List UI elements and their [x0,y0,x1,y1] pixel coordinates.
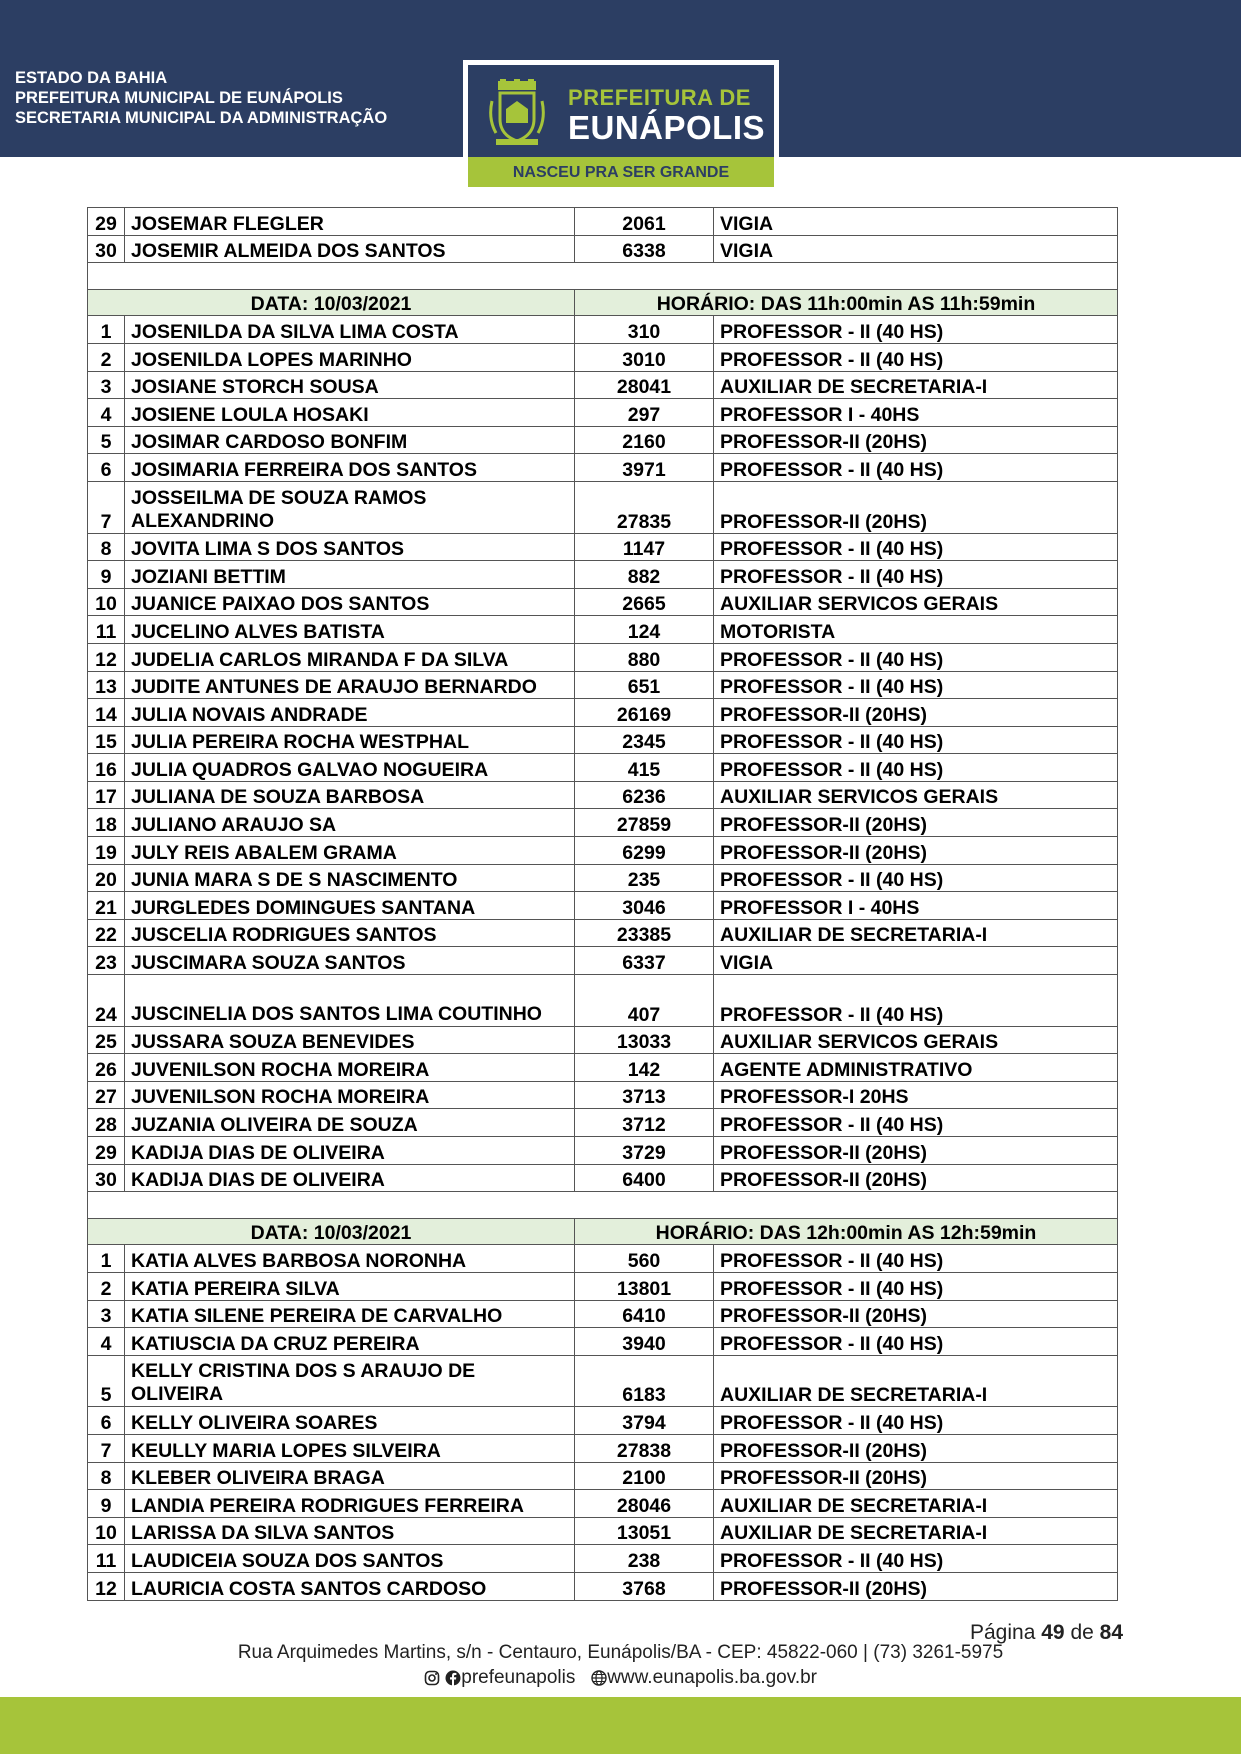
session-time: HORÁRIO: DAS 12h:00min AS 12h:59min [575,1218,1118,1245]
registration-number: 882 [575,561,714,589]
org-line-secretariat: SECRETARIA MUNICIPAL DA ADMINISTRAÇÃO [15,109,388,127]
spacer-cell [88,1192,1118,1219]
page-current: 49 [1041,1621,1065,1644]
job-title: PROFESSOR - II (40 HS) [714,1407,1118,1435]
job-title: PROFESSOR-II (20HS) [714,481,1118,533]
registration-number: 13801 [575,1272,714,1300]
session-date: DATA: 10/03/2021 [88,289,575,316]
row-number: 9 [88,561,125,589]
registration-number: 6337 [575,947,714,975]
employee-name: JUVENILSON ROCHA MOREIRA [125,1054,575,1082]
employee-name: JUVENILSON ROCHA MOREIRA [125,1081,575,1109]
row-number: 3 [88,371,125,399]
row-number: 16 [88,754,125,782]
table-row [88,588,1118,616]
job-title: PROFESSOR-II (20HS) [714,1572,1118,1600]
row-number: 28 [88,1109,125,1137]
row-number: 24 [88,975,125,1027]
job-title: AUXILIAR SERVICOS GERAIS [714,588,1118,616]
logo-slogan-band [468,157,774,187]
row-number: 9 [88,1490,125,1518]
job-title: PROFESSOR-II (20HS) [714,1164,1118,1192]
table-row [88,208,1118,236]
job-title: PROFESSOR - II (40 HS) [714,754,1118,782]
employee-name: JUANICE PAIXAO DOS SANTOS [125,588,575,616]
employee-name: JULIANO ARAUJO SA [125,809,575,837]
employee-table [87,207,1118,1601]
table-row [88,1300,1118,1328]
table-row [88,1572,1118,1600]
employee-name: JUCELINO ALVES BATISTA [125,616,575,644]
employee-name: KELLY OLIVEIRA SOARES [125,1407,575,1435]
session-date: DATA: 10/03/2021 [88,1218,575,1245]
registration-number: 3729 [575,1137,714,1165]
row-number: 4 [88,1328,125,1356]
row-number: 12 [88,643,125,671]
job-title: PROFESSOR - II (40 HS) [714,1109,1118,1137]
job-title: AUXILIAR DE SECRETARIA-I [714,1490,1118,1518]
job-title: MOTORISTA [714,616,1118,644]
registration-number: 6236 [575,781,714,809]
registration-number: 13051 [575,1517,714,1545]
job-title: VIGIA [714,208,1118,236]
row-number: 2 [88,1272,125,1300]
employee-name: JOSIMARIA FERREIRA DOS SANTOS [125,454,575,482]
table-row [88,399,1118,427]
employee-name: JOSIANE STORCH SOUSA [125,371,575,399]
table-row [88,1462,1118,1490]
registration-number: 13033 [575,1026,714,1054]
table-row [88,316,1118,344]
row-number: 5 [88,1355,125,1407]
row-number: 11 [88,616,125,644]
registration-number: 2665 [575,588,714,616]
page-label: Página [970,1621,1036,1644]
row-number: 20 [88,864,125,892]
table-row [88,1355,1118,1407]
page-of: de [1070,1621,1094,1644]
employee-name: JUSSARA SOUZA BENEVIDES [125,1026,575,1054]
table-row [88,754,1118,782]
registration-number: 297 [575,399,714,427]
employee-name: JOSIENE LOULA HOSAKI [125,399,575,427]
registration-number: 3768 [575,1572,714,1600]
row-number: 10 [88,1517,125,1545]
employee-name: JULIA NOVAIS ANDRADE [125,699,575,727]
logo-slogan: NASCEU PRA SER GRANDE [512,164,730,181]
registration-number: 238 [575,1545,714,1573]
employee-name: JOSENILDA LOPES MARINHO [125,343,575,371]
job-title: AUXILIAR DE SECRETARIA-I [714,1517,1118,1545]
registration-number: 2345 [575,726,714,754]
job-title: VIGIA [714,947,1118,975]
job-title: VIGIA [714,235,1118,263]
page-total: 84 [1099,1621,1123,1644]
table-row [88,1545,1118,1573]
row-number: 26 [88,1054,125,1082]
footer-green-bar [0,1697,1241,1754]
row-number: 22 [88,919,125,947]
session-header-row [88,1218,1118,1245]
job-title: PROFESSOR - II (40 HS) [714,343,1118,371]
job-title: PROFESSOR-II (20HS) [714,699,1118,727]
employee-name: JOSEMIR ALMEIDA DOS SANTOS [125,235,575,263]
registration-number: 6400 [575,1164,714,1192]
table-row [88,1434,1118,1462]
spacer-row [88,263,1118,290]
registration-number: 6183 [575,1355,714,1407]
employee-name: LAURICIA COSTA SANTOS CARDOSO [125,1572,575,1600]
job-title: PROFESSOR - II (40 HS) [714,1272,1118,1300]
table-row [88,892,1118,920]
employee-name: JUSCINELIA DOS SANTOS LIMA COUTINHO [125,975,575,1027]
row-number: 13 [88,671,125,699]
registration-number: 3713 [575,1081,714,1109]
job-title: PROFESSOR - II (40 HS) [714,643,1118,671]
registration-number: 3712 [575,1109,714,1137]
row-number: 11 [88,1545,125,1573]
table-row [88,1026,1118,1054]
registration-number: 3794 [575,1407,714,1435]
instagram-icon [424,1670,440,1686]
registration-number: 415 [575,754,714,782]
table-row [88,561,1118,589]
employee-name: KADIJA DIAS DE OLIVEIRA [125,1164,575,1192]
table-row [88,947,1118,975]
table-row [88,533,1118,561]
table-row [88,864,1118,892]
registration-number: 27835 [575,481,714,533]
job-title: AUXILIAR DE SECRETARIA-I [714,919,1118,947]
registration-number: 27838 [575,1434,714,1462]
employee-name: JUSCELIA RODRIGUES SANTOS [125,919,575,947]
row-number: 30 [88,235,125,263]
row-number: 6 [88,454,125,482]
employee-name: KLEBER OLIVEIRA BRAGA [125,1462,575,1490]
table-row [88,343,1118,371]
employee-name: KATIA SILENE PEREIRA DE CARVALHO [125,1300,575,1328]
registration-number: 2100 [575,1462,714,1490]
prefeitura-logo [463,60,779,192]
row-number: 29 [88,208,125,236]
session-time: HORÁRIO: DAS 11h:00min AS 11h:59min [575,289,1118,316]
row-number: 7 [88,481,125,533]
table-row [88,1137,1118,1165]
job-title: PROFESSOR-II (20HS) [714,426,1118,454]
employee-name: KEULLY MARIA LOPES SILVEIRA [125,1434,575,1462]
job-title: PROFESSOR - II (40 HS) [714,316,1118,344]
logo-brand-panel [468,65,774,157]
job-title: PROFESSOR-II (20HS) [714,837,1118,865]
table-row [88,1490,1118,1518]
job-title: PROFESSOR-II (20HS) [714,1300,1118,1328]
job-title: PROFESSOR I - 40HS [714,399,1118,427]
job-title: PROFESSOR-I 20HS [714,1081,1118,1109]
registration-number: 3971 [575,454,714,482]
row-number: 1 [88,1245,125,1273]
registration-number: 142 [575,1054,714,1082]
website-link[interactable]: www.eunapolis.ba.gov.br [607,1667,818,1688]
row-number: 18 [88,809,125,837]
table-row [88,1517,1118,1545]
employee-name: KATIA ALVES BARBOSA NORONHA [125,1245,575,1273]
job-title: PROFESSOR-II (20HS) [714,1137,1118,1165]
table-row [88,809,1118,837]
footer-address: Rua Arquimedes Martins, s/n - Centauro, Eunápolis/BA - CEP: 45822-060 | (73) 3261-5975 [237,1642,1004,1663]
table-row [88,671,1118,699]
row-number: 19 [88,837,125,865]
registration-number: 124 [575,616,714,644]
registration-number: 2160 [575,426,714,454]
employee-name: JOZIANI BETTIM [125,561,575,589]
job-title: PROFESSOR - II (40 HS) [714,1245,1118,1273]
job-title: PROFESSOR - II (40 HS) [714,1328,1118,1356]
employee-name: KELLY CRISTINA DOS S ARAUJO DE OLIVEIRA [125,1355,575,1407]
job-title: AUXILIAR SERVICOS GERAIS [714,781,1118,809]
session-header-row [88,289,1118,316]
table-row [88,616,1118,644]
table-row [88,1081,1118,1109]
org-line-state: ESTADO DA BAHIA [15,69,168,87]
registration-number: 1147 [575,533,714,561]
table-row [88,919,1118,947]
job-title: PROFESSOR - II (40 HS) [714,671,1118,699]
employee-name: JOSENILDA DA SILVA LIMA COSTA [125,316,575,344]
registration-number: 27859 [575,809,714,837]
registration-number: 880 [575,643,714,671]
job-title: PROFESSOR - II (40 HS) [714,1545,1118,1573]
job-title: AUXILIAR DE SECRETARIA-I [714,371,1118,399]
registration-number: 23385 [575,919,714,947]
row-number: 12 [88,1572,125,1600]
table-row [88,1245,1118,1273]
employee-name: KADIJA DIAS DE OLIVEIRA [125,1137,575,1165]
table-row [88,1054,1118,1082]
registration-number: 28041 [575,371,714,399]
employee-name: JULY REIS ABALEM GRAMA [125,837,575,865]
row-number: 15 [88,726,125,754]
table-row [88,1407,1118,1435]
registration-number: 6410 [575,1300,714,1328]
coat-of-arms-icon [486,79,548,147]
row-number: 3 [88,1300,125,1328]
registration-number: 407 [575,975,714,1027]
employee-name: KATIA PEREIRA SILVA [125,1272,575,1300]
table-row [88,781,1118,809]
registration-number: 6338 [575,235,714,263]
row-number: 23 [88,947,125,975]
table-row [88,837,1118,865]
row-number: 1 [88,316,125,344]
table-row [88,235,1118,263]
table-row [88,975,1118,1027]
table-row [88,1109,1118,1137]
registration-number: 2061 [575,208,714,236]
logo-line-1: PREFEITURA DE [568,85,751,110]
job-title: AUXILIAR DE SECRETARIA-I [714,1355,1118,1407]
employee-table-body [88,208,1118,1601]
registration-number: 28046 [575,1490,714,1518]
job-title: PROFESSOR - II (40 HS) [714,454,1118,482]
employee-name: JOVITA LIMA S DOS SANTOS [125,533,575,561]
row-number: 5 [88,426,125,454]
row-number: 8 [88,1462,125,1490]
row-number: 14 [88,699,125,727]
spacer-row [88,1192,1118,1219]
employee-name: JUNIA MARA S DE S NASCIMENTO [125,864,575,892]
employee-name: JUSCIMARA SOUZA SANTOS [125,947,575,975]
employee-name: JURGLEDES DOMINGUES SANTANA [125,892,575,920]
registration-number: 6299 [575,837,714,865]
table-row [88,426,1118,454]
table-row [88,643,1118,671]
spacer-cell [88,263,1118,290]
organization-block [15,68,387,128]
registration-number: 3010 [575,343,714,371]
job-title: PROFESSOR-II (20HS) [714,1462,1118,1490]
social-handle: prefeunapolis [461,1667,576,1688]
job-title: PROFESSOR - II (40 HS) [714,864,1118,892]
row-number: 21 [88,892,125,920]
job-title: PROFESSOR - II (40 HS) [714,561,1118,589]
facebook-icon [445,1670,461,1686]
job-title: PROFESSOR - II (40 HS) [714,726,1118,754]
footer-social [0,1667,1241,1689]
row-number: 27 [88,1081,125,1109]
employee-name: LARISSA DA SILVA SANTOS [125,1517,575,1545]
org-line-prefecture: PREFEITURA MUNICIPAL DE EUNÁPOLIS [15,89,343,107]
employee-name: JOSEMAR FLEGLER [125,208,575,236]
employee-name: JOSSEILMA DE SOUZA RAMOS ALEXANDRINO [125,481,575,533]
row-number: 6 [88,1407,125,1435]
employee-name: JUZANIA OLIVEIRA DE SOUZA [125,1109,575,1137]
row-number: 8 [88,533,125,561]
table-row [88,699,1118,727]
registration-number: 3940 [575,1328,714,1356]
row-number: 30 [88,1164,125,1192]
job-title: AGENTE ADMINISTRATIVO [714,1054,1118,1082]
job-title: AUXILIAR SERVICOS GERAIS [714,1026,1118,1054]
employee-name: LANDIA PEREIRA RODRIGUES FERREIRA [125,1490,575,1518]
registration-number: 3046 [575,892,714,920]
employee-name: KATIUSCIA DA CRUZ PEREIRA [125,1328,575,1356]
row-number: 25 [88,1026,125,1054]
employee-name: JUDITE ANTUNES DE ARAUJO BERNARDO [125,671,575,699]
employee-name: JULIA PEREIRA ROCHA WESTPHAL [125,726,575,754]
table-row [88,726,1118,754]
table-row [88,1272,1118,1300]
job-title: PROFESSOR-II (20HS) [714,809,1118,837]
row-number: 7 [88,1434,125,1462]
globe-icon [591,1670,607,1686]
table-row [88,371,1118,399]
row-number: 10 [88,588,125,616]
job-title: PROFESSOR - II (40 HS) [714,975,1118,1027]
row-number: 2 [88,343,125,371]
employee-name: LAUDICEIA SOUZA DOS SANTOS [125,1545,575,1573]
table-row [88,481,1118,533]
employee-name: JULIA QUADROS GALVAO NOGUEIRA [125,754,575,782]
employee-name: JULIANA DE SOUZA BARBOSA [125,781,575,809]
row-number: 17 [88,781,125,809]
row-number: 29 [88,1137,125,1165]
registration-number: 651 [575,671,714,699]
table-row [88,1328,1118,1356]
employee-name: JUDELIA CARLOS MIRANDA F DA SILVA [125,643,575,671]
employee-name: JOSIMAR CARDOSO BONFIM [125,426,575,454]
registration-number: 235 [575,864,714,892]
registration-number: 26169 [575,699,714,727]
registration-number: 560 [575,1245,714,1273]
table-row [88,454,1118,482]
job-title: PROFESSOR I - 40HS [714,892,1118,920]
job-title: PROFESSOR-II (20HS) [714,1434,1118,1462]
row-number: 4 [88,399,125,427]
registration-number: 310 [575,316,714,344]
logo-line-2: EUNÁPOLIS [568,109,766,146]
job-title: PROFESSOR - II (40 HS) [714,533,1118,561]
table-row [88,1164,1118,1192]
